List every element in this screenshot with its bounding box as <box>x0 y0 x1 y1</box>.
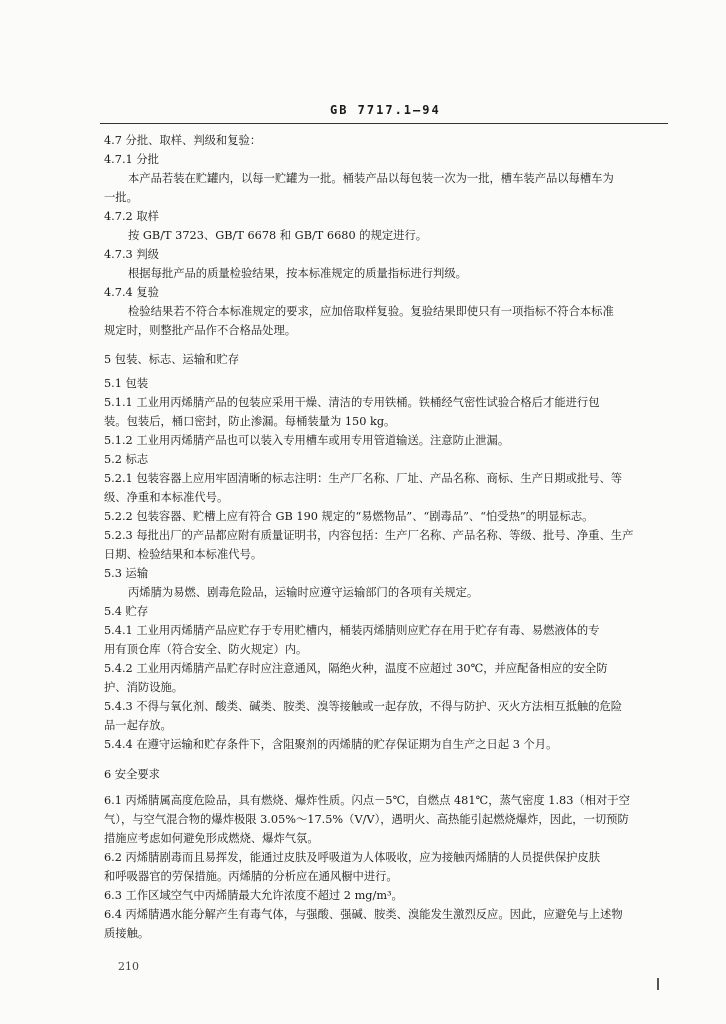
text-line: 6.2 丙烯腈剧毒而且易挥发，能通过皮肤及呼吸道为人体吸收，应为接触丙烯腈的人员提供保护皮肤 <box>104 851 601 864</box>
text-line: 5.4 贮存 <box>104 605 149 618</box>
text-line: 6.3 工作区域空气中丙烯腈最大允许浓度不超过 2 mg/m³。 <box>104 889 403 902</box>
text-line: 5.1.2 工业用丙烯腈产品也可以装入专用槽车或用专用管道输送。注意防止泄漏。 <box>104 434 510 447</box>
text-line: 日期、检验结果和本标准代号。 <box>104 548 263 561</box>
section-heading: 5 包装、标志、运输和贮存 <box>104 353 240 366</box>
text-line: 5.1 包装 <box>104 377 149 390</box>
text-line: 质接触。 <box>104 927 150 940</box>
text-line: 气），与空气混合物的爆炸极限 3.05%～17.5%（V/V），遇明火、高热能引起燃烧爆炸，因此，一切预防 <box>104 813 629 826</box>
text-line: 用有顶仓库（符合安全、防火规定）内。 <box>104 643 308 656</box>
text-line: 5.2 标志 <box>104 453 149 466</box>
text-line: 装。包装后，桶口密封，防止渗漏。每桶装量为 150 kg。 <box>104 415 396 428</box>
text-line: 级、净重和本标准代号。 <box>104 491 229 504</box>
text-line: 5.4.1 工业用丙烯腈产品应贮存于专用贮槽内，桶装丙烯腈则应贮存在用于贮存有毒、易燃液体的专 <box>104 624 600 637</box>
text-line: 5.2.2 包装容器、贮槽上应有符合 GB 190 规定的“易燃物品”、“剧毒品”、“怕受热”的明显标志。 <box>104 510 594 523</box>
text-line: 5.2.3 每批出厂的产品都应附有质量证明书，内容包括：生产厂名称、产品名称、等级、批号、净重、生产 <box>104 529 634 542</box>
text-line: 5.2.1 包装容器上应用牢固清晰的标志注明：生产厂名称、厂址、产品名称、商标、生产日期或批号、等 <box>104 472 623 485</box>
text-line: 4.7.4 复验 <box>104 286 159 299</box>
text-line: 5.4.2 工业用丙烯腈产品贮存时应注意通风，隔绝火种，温度不应超过 30℃，并应配备相应的安全防 <box>104 662 608 675</box>
text-line: 4.7.2 取样 <box>104 210 159 223</box>
text-line: 6.1 丙烯腈属高度危险品，具有燃烧、爆炸性质。闪点－5℃，自燃点 481℃，蒸气密度 1.83（相对于空 <box>104 794 630 807</box>
page-number: 210 <box>118 960 139 973</box>
text-line: 品一起存放。 <box>104 719 172 732</box>
document-body <box>104 131 662 943</box>
text-line: 规定时，则整批产品作不合格品处理。 <box>104 324 297 337</box>
text-line: 丙烯腈为易燃、剧毒危险品，运输时应遵守运输部门的各项有关规定。 <box>128 586 479 599</box>
text-line: 4.7.1 分批 <box>104 153 159 166</box>
text-line: 5.4.4 在遵守运输和贮存条件下，含阻聚剂的丙烯腈的贮存保证期为自生产之日起 3 个月。 <box>104 738 558 751</box>
text-line: 一批。 <box>104 191 138 204</box>
edge-mark <box>657 978 659 990</box>
header-rule <box>100 123 668 124</box>
text-line: 和呼吸器官的劳保措施。丙烯腈的分析应在通风橱中进行。 <box>104 870 398 883</box>
text-line: 根据每批产品的质量检验结果，按本标准规定的质量指标进行判级。 <box>128 267 467 280</box>
text-line: 4.7 分批、取样、判级和复验： <box>104 134 262 147</box>
text-line: 5.4.3 不得与氧化剂、酸类、碱类、胺类、溴等接触或一起存放，不得与防护、灭火方法相互抵触的危险 <box>104 700 623 713</box>
text-line: 5.3 运输 <box>104 567 149 580</box>
section-heading: 6 安全要求 <box>104 768 160 781</box>
text-line: 本产品若装在贮罐内，以每一贮罐为一批。桶装产品以每包装一次为一批，槽车装产品以每槽车为 <box>128 172 614 185</box>
text-line: 措施应考虑如何避免形成燃烧、爆炸气氛。 <box>104 832 319 845</box>
text-line: 5.1.1 工业用丙烯腈产品的包装应采用干燥、清洁的专用铁桶。铁桶经气密性试验合格后才能进行包 <box>104 396 600 409</box>
text-line: 6.4 丙烯腈遇水能分解产生有毒气体，与强酸、强碱、胺类、溴能发生激烈反应。因此，应避免与上述物 <box>104 908 623 921</box>
page-header: GB 7717.1—94 <box>330 103 441 117</box>
text-line: 4.7.3 判级 <box>104 248 159 261</box>
text-line: 护、消防设施。 <box>104 681 184 694</box>
text-line: 检验结果若不符合本标准规定的要求，应加倍取样复验。复验结果即使只有一项指标不符合本标准 <box>128 305 614 318</box>
text-line: 按 GB/T 3723、GB/T 6678 和 GB/T 6680 的规定进行。 <box>128 229 428 242</box>
